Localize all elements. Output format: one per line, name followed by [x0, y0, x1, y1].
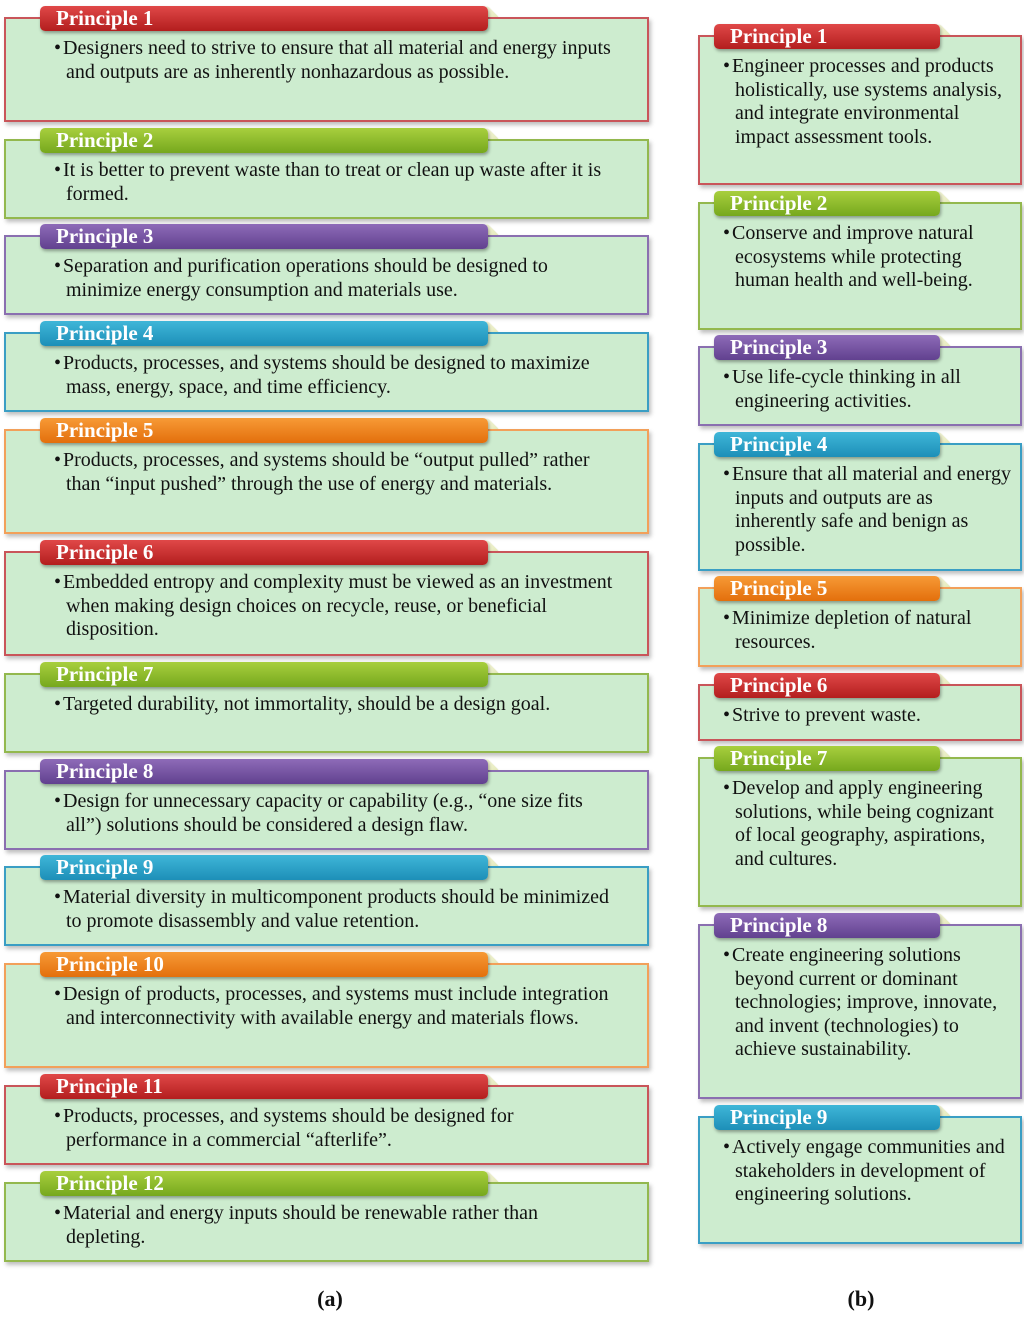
principle-label: Principle 2: [40, 128, 488, 153]
principle-text: • Develop and apply engineering solutions, while being cognizant of local geography, aspirations, and cultures.: [723, 777, 1013, 871]
principle-text: • Material diversity in multicomponent products should be minimized to promote disassembly and value retention.: [54, 886, 614, 933]
principle-label: Principle 11: [40, 1074, 488, 1099]
principle-text: • Separation and purification operations should be designed to minimize energy consumption and materials use.: [54, 255, 614, 302]
principle-label: Principle 7: [40, 662, 488, 687]
principle-label: Principle 1: [714, 24, 940, 49]
principle-text: • Products, processes, and systems should be “output pulled” rather than “input pushed” through the use of energy and materials.: [54, 449, 614, 496]
principle-label: Principle 9: [40, 855, 488, 880]
principle-text: • Actively engage communities and stakeholders in development of engineering solutions.: [723, 1136, 1013, 1207]
principle-text: • Material and energy inputs should be renewable rather than depleting.: [54, 1202, 614, 1249]
principle-text: • Use life-cycle thinking in all engineering activities.: [723, 366, 1013, 413]
principle-text: • It is better to prevent waste than to treat or clean up waste after it is formed.: [54, 159, 614, 206]
principle-text: • Ensure that all material and energy inputs and outputs are as inherently safe and benign as possible.: [723, 463, 1013, 557]
principle-label: Principle 3: [714, 335, 940, 360]
panel-a-caption: (a): [317, 1286, 343, 1311]
principle-text: • Products, processes, and systems should be designed for performance in a commercial “afterlife”.: [54, 1105, 614, 1152]
principle-text: • Targeted durability, not immortality, should be a design goal.: [54, 693, 614, 717]
principle-label: Principle 8: [714, 913, 940, 938]
principle-label: Principle 12: [40, 1171, 488, 1196]
principle-label: Principle 6: [714, 673, 940, 698]
principle-text: • Embedded entropy and complexity must be viewed as an investment when making design choices on recycle, reuse, or beneficial disposition.: [54, 571, 614, 642]
principle-text: • Minimize depletion of natural resources.: [723, 607, 1013, 654]
principle-label: Principle 10: [40, 952, 488, 977]
principle-label: Principle 8: [40, 759, 488, 784]
principle-text: • Conserve and improve natural ecosystems while protecting human health and well-being.: [723, 222, 1013, 293]
principle-label: Principle 3: [40, 224, 488, 249]
principle-label: Principle 7: [714, 746, 940, 771]
panel-b-caption: (b): [847, 1286, 875, 1311]
principle-text: • Design of products, processes, and systems must include integration and interconnectivity with available energy and materials flows.: [54, 983, 614, 1030]
principle-label: Principle 5: [40, 418, 488, 443]
principle-label: Principle 4: [40, 321, 488, 346]
principle-text: • Products, processes, and systems should be designed to maximize mass, energy, space, and time efficiency.: [54, 352, 614, 399]
principle-text: • Create engineering solutions beyond current or dominant technologies; improve, innovate, and invent (technologies) to achieve sustainability.: [723, 944, 1013, 1062]
principle-label: Principle 6: [40, 540, 488, 565]
principle-text: • Designers need to strive to ensure that all material and energy inputs and outputs are as inherently nonhazardous as possible.: [54, 37, 614, 84]
principle-label: Principle 2: [714, 191, 940, 216]
principle-text: • Design for unnecessary capacity or capability (e.g., “one size fits all”) solutions should be considered a design flaw.: [54, 790, 614, 837]
principle-label: Principle 5: [714, 576, 940, 601]
principle-text: • Engineer processes and products holistically, use systems analysis, and integrate environmental impact assessment tools.: [723, 55, 1013, 149]
principle-label: Principle 1: [40, 6, 488, 31]
principle-text: • Strive to prevent waste.: [723, 704, 1013, 728]
principle-label: Principle 4: [714, 432, 940, 457]
principle-label: Principle 9: [714, 1105, 940, 1130]
